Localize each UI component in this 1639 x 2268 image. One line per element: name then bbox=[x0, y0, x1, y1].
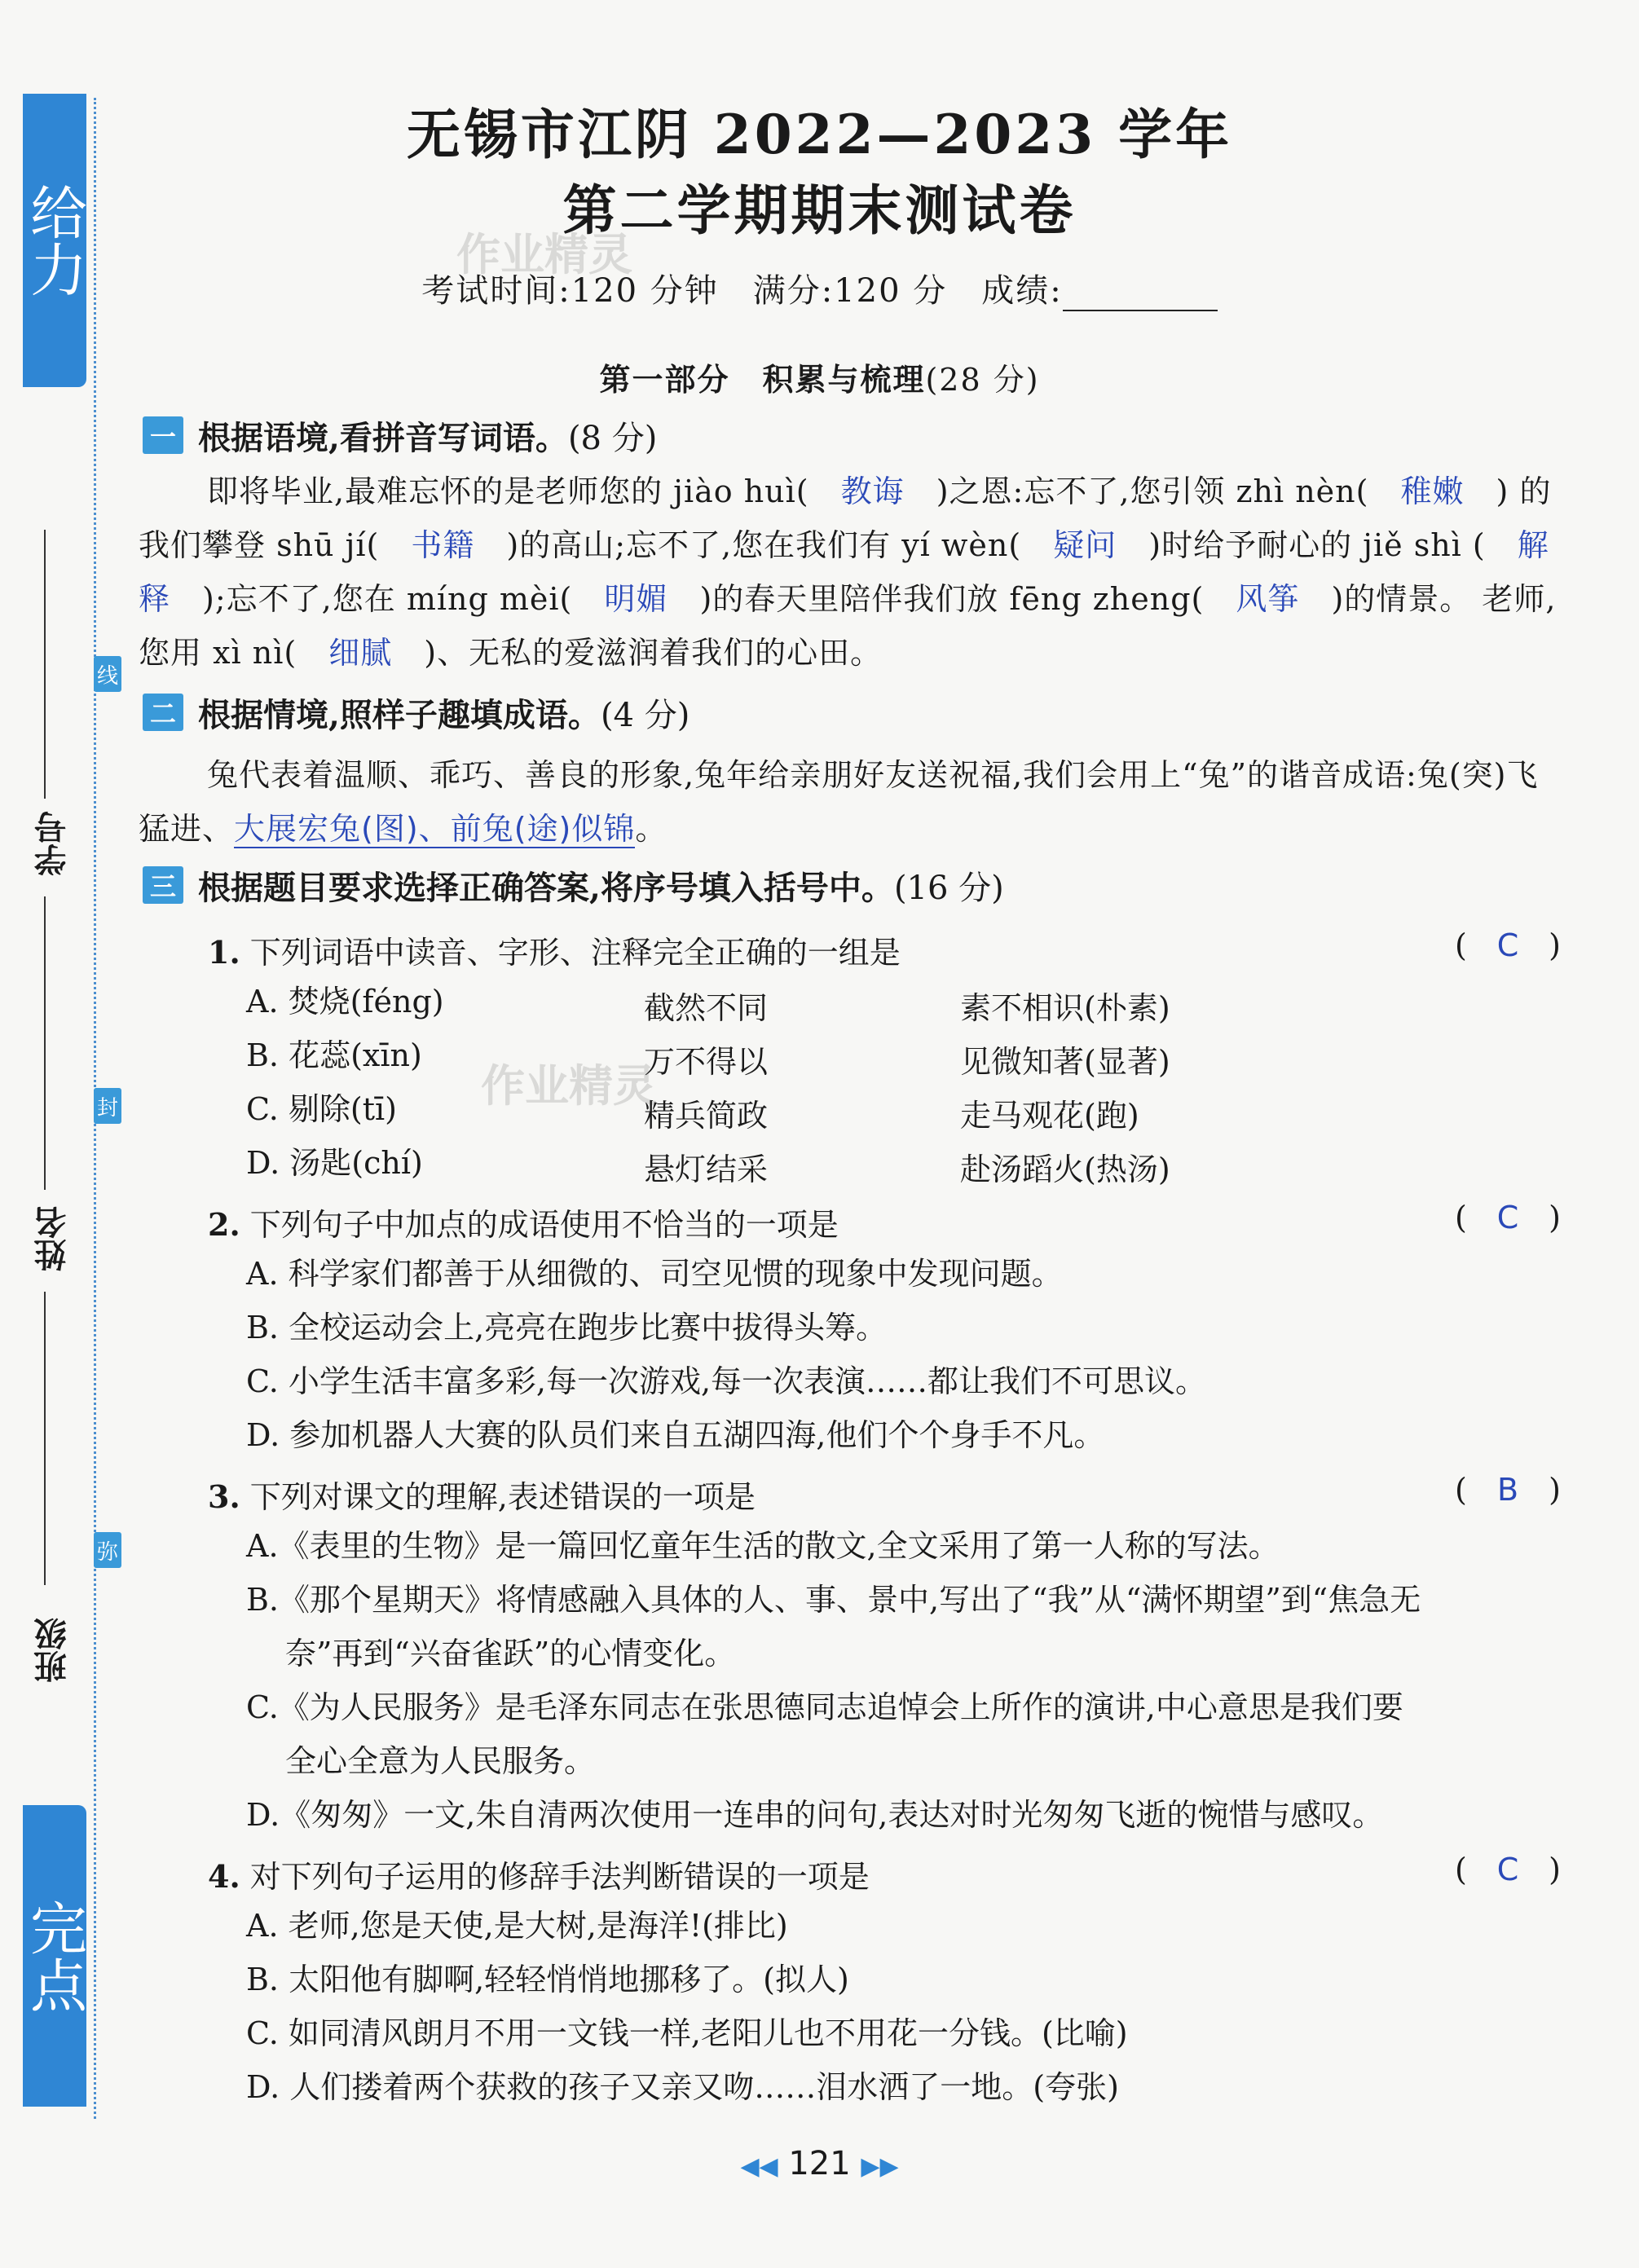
section-1-heading bbox=[143, 414, 657, 456]
q1-option-a-2: 截然不同 bbox=[644, 990, 769, 1026]
question-2-stem bbox=[208, 1200, 839, 1244]
title-line1: 无锡市江阴 2022—2023 学年 bbox=[406, 103, 1233, 166]
watermark-middle: 作业精灵 bbox=[481, 1060, 657, 1112]
question-number: 2. bbox=[208, 1206, 240, 1243]
passage-text: )之恩:忘不了,您引领 zhì nèn( bbox=[936, 473, 1369, 509]
section-2-heading bbox=[143, 691, 690, 733]
title-line2: 第二学期期末测试卷 bbox=[562, 178, 1077, 242]
q1-option-c-2: 精兵简政 bbox=[644, 1098, 769, 1134]
name-label: 姓名 bbox=[33, 1206, 72, 1271]
q4-option-b: B. 太阳他有脚啊,轻轻悄悄地挪移了。(拟人) bbox=[246, 1962, 849, 1997]
bracket: ) bbox=[1549, 1852, 1561, 1887]
seal-mark-xian: 线 bbox=[94, 656, 121, 692]
question-stem-text: 对下列句子运用的修辞手法判断错误的一项是 bbox=[249, 1859, 870, 1895]
q3-option-c: C.《为人民服务》是毛泽东同志在张思德同志追悼会上所作的演讲,中心意思是我们要 bbox=[246, 1689, 1403, 1725]
passage-text: )、无私的爱滋润着我们的心田。 bbox=[424, 635, 883, 671]
answer-jieshi: 解释 bbox=[139, 527, 1549, 617]
q1-option-a-1: A. 焚烧(féng) bbox=[246, 984, 444, 1019]
part1-heading bbox=[0, 355, 1639, 399]
q2-option-a: A. 科学家们都善于从细微的、司空见惯的现象中发现问题。 bbox=[246, 1256, 1063, 1292]
answer-separator: 、 bbox=[418, 811, 451, 847]
part1-label: 第一部分 积累与梳理 bbox=[599, 361, 926, 398]
right-arrows-icon: ▶▶ bbox=[861, 2152, 899, 2181]
answer-idiom-2: 前兔(途)似锦 bbox=[450, 811, 636, 847]
section-1-points: (8 分) bbox=[567, 419, 658, 457]
bracket: ( bbox=[1455, 1472, 1467, 1508]
passage-text: ( bbox=[1472, 527, 1486, 563]
question-4-answer bbox=[1455, 1852, 1561, 1887]
passage-text: (突)飞猛进、 bbox=[139, 757, 1539, 847]
name-line bbox=[44, 896, 46, 1190]
q2-option-d: D. 参加机器人大赛的队员们来自五湖四海,他们个个身手不凡。 bbox=[246, 1417, 1105, 1453]
section-3-badge: 三 bbox=[143, 866, 183, 904]
class-line bbox=[44, 1292, 46, 1585]
q3-option-d: D.《匆匆》一文,朱自清两次使用一连串的问句,表达对时光匆匆飞逝的惋惜与感叹。 bbox=[246, 1797, 1384, 1833]
seal-mark-mi: 弥 bbox=[94, 1532, 121, 1568]
q3-option-a: A.《表里的生物》是一篇回忆童年生活的散文,全文采用了第一人称的写法。 bbox=[246, 1528, 1280, 1564]
question-1-answer bbox=[1455, 927, 1561, 963]
passage-text: 老师,您用 xì nì( bbox=[139, 581, 1557, 671]
answer-jiaohui: 教诲 bbox=[840, 473, 905, 509]
q4-option-d: D. 人们搂着两个获救的孩子又亲又吻……泪水洒了一地。(夸张) bbox=[246, 2069, 1119, 2105]
passage-text: )的情景。 bbox=[1331, 581, 1472, 617]
q1-option-b-3: 见微知著(显著) bbox=[960, 1044, 1170, 1080]
section-1-passage bbox=[139, 465, 1565, 680]
passage-text: )的高山;忘不了,您在我们有 yí wèn( bbox=[506, 527, 1022, 563]
bracket: ) bbox=[1549, 1472, 1561, 1508]
q1-option-d-2: 悬灯结采 bbox=[644, 1152, 769, 1187]
answer-xini: 细腻 bbox=[328, 635, 393, 671]
passage-text: )的春天里陪伴我们放 fēng zheng( bbox=[699, 581, 1205, 617]
answer-fengzheng: 风筝 bbox=[1236, 581, 1300, 617]
section-2-points: (4 分) bbox=[600, 696, 690, 734]
page-footer bbox=[0, 2145, 1639, 2182]
section-3-heading bbox=[143, 864, 1004, 906]
passage-text: 的我们攀登 shū jí( bbox=[139, 473, 1552, 563]
q2-option-c: C. 小学生活丰富多彩,每一次游戏,每一次表演……都让我们不可思议。 bbox=[246, 1363, 1207, 1399]
watermark-top: 作业精灵 bbox=[456, 229, 632, 280]
q3-option-b-cont: 奈”再到“兴奋雀跃”的心情变化。 bbox=[285, 1636, 736, 1671]
score-blank bbox=[1063, 277, 1218, 311]
answer-idiom-1: 大展宏兔(图) bbox=[234, 811, 419, 847]
passage-text: 即将毕业,最难忘怀的是老师您的 jiào huì( bbox=[207, 473, 809, 509]
question-stem-text: 下列词语中读音、字形、注释完全正确的一组是 bbox=[249, 935, 901, 971]
answer-zhinen: 稚嫩 bbox=[1400, 473, 1465, 509]
answer-shuji: 书籍 bbox=[411, 527, 475, 563]
passage-text: 。 bbox=[635, 811, 667, 847]
section-1-title: 根据语境,看拼音写词语。 bbox=[198, 418, 568, 457]
passage-text: 兔代表着温顺、乖巧、善良的形象,兔年给亲朋好友送祝福,我们会用上“兔”的谐音成语:兔 bbox=[207, 757, 1449, 793]
answer-choice: C bbox=[1496, 927, 1519, 963]
seal-mark-feng: 封 bbox=[94, 1088, 121, 1124]
question-stem-text: 下列对课文的理解,表述错误的一项是 bbox=[249, 1479, 756, 1515]
question-number: 4. bbox=[208, 1858, 240, 1895]
answer-mingmei: 明媚 bbox=[604, 581, 668, 617]
q3-option-b: B.《那个星期天》将情感融入具体的人、事、景中,写出了“我”从“满怀期望”到“焦急无 bbox=[246, 1582, 1421, 1618]
bracket: ) bbox=[1549, 1200, 1561, 1235]
bracket: ( bbox=[1455, 1200, 1467, 1235]
q2-option-b: B. 全校运动会上,亮亮在跑步比赛中拔得头筹。 bbox=[246, 1310, 888, 1345]
bracket: ) bbox=[1549, 927, 1561, 963]
left-arrows-icon: ◀◀ bbox=[740, 2152, 778, 2181]
q3-option-c-cont: 全心全意为人民服务。 bbox=[285, 1743, 596, 1779]
exam-info-text: 考试时间:120 分钟 满分:120 分 成绩: bbox=[421, 272, 1063, 310]
q1-option-a-3: 素不相识(朴素) bbox=[960, 990, 1170, 1026]
q1-option-d-1: D. 汤匙(chí) bbox=[246, 1145, 423, 1181]
section-2-badge: 二 bbox=[143, 694, 183, 731]
q4-option-a: A. 老师,您是天使,是大树,是海洋!(排比) bbox=[246, 1908, 788, 1944]
q4-option-c: C. 如同清风朗月不用一文钱一样,老阳儿也不用花一分钱。(比喻) bbox=[246, 2015, 1128, 2051]
section-2-title: 根据情境,照样子趣填成语。 bbox=[198, 695, 601, 734]
question-stem-text: 下列句子中加点的成语使用不恰当的一项是 bbox=[249, 1207, 839, 1243]
answer-choice: C bbox=[1496, 1852, 1519, 1887]
side-tab-top: 给力 bbox=[23, 94, 86, 387]
section-3-points: (16 分) bbox=[893, 869, 1004, 907]
q1-option-c-3: 走马观花(跑) bbox=[960, 1098, 1139, 1134]
class-label: 班级 bbox=[33, 1618, 72, 1683]
page-number: 121 bbox=[788, 2145, 851, 2182]
exam-info bbox=[0, 265, 1639, 311]
question-2-answer bbox=[1455, 1200, 1561, 1235]
question-3-answer bbox=[1455, 1472, 1561, 1508]
section-1-badge: 一 bbox=[143, 416, 183, 454]
question-number: 3. bbox=[208, 1478, 240, 1515]
q1-option-d-3: 赴汤蹈火(热汤) bbox=[960, 1152, 1170, 1187]
answer-choice: C bbox=[1496, 1200, 1519, 1235]
passage-text: ) bbox=[1496, 473, 1509, 509]
question-4-stem bbox=[208, 1852, 870, 1896]
student-id-line bbox=[44, 530, 46, 799]
question-1-stem bbox=[208, 927, 901, 972]
q1-option-b-1: B. 花蕊(xīn) bbox=[246, 1037, 422, 1073]
student-id-label: 学号 bbox=[33, 811, 72, 876]
question-3-stem bbox=[208, 1472, 756, 1517]
section-3-title: 根据题目要求选择正确答案,将序号填入括号中。 bbox=[198, 868, 894, 907]
passage-text: );忘不了,您在 míng mèi( bbox=[202, 581, 573, 617]
side-tab-bottom: 完点 bbox=[23, 1805, 86, 2107]
section-2-passage bbox=[139, 748, 1565, 856]
bracket: ( bbox=[1455, 1852, 1467, 1887]
q1-option-c-1: C. 剔除(tī) bbox=[246, 1091, 397, 1127]
part1-points: (28 分) bbox=[925, 362, 1040, 398]
bracket: ( bbox=[1455, 927, 1467, 963]
answer-yiwen: 疑问 bbox=[1053, 527, 1117, 563]
passage-text: )时给予耐心的 jiě shì bbox=[1148, 527, 1462, 563]
answer-choice: B bbox=[1496, 1472, 1519, 1508]
question-number: 1. bbox=[208, 934, 240, 971]
q1-option-b-2: 万不得以 bbox=[644, 1044, 769, 1080]
